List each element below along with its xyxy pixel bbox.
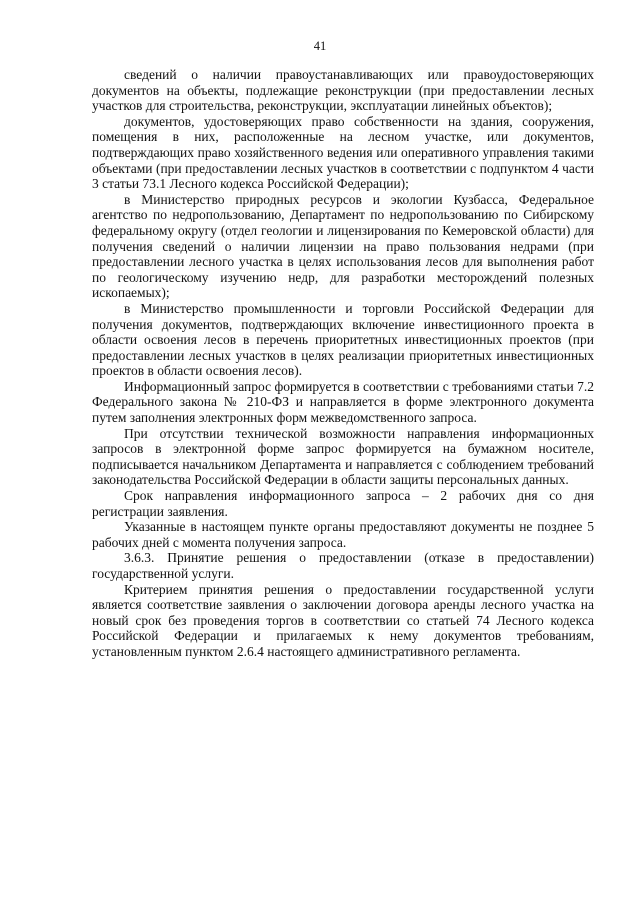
paragraph-4: в Министерство промышленности и торговли Российской Федерации для получения документов, подтверждающих включение инвестиционного проекта в области освоения лесов в перечень приоритетных инвестиционных проектов (при предоставлении лесных участков в целях реализации приоритетных инвестиционных проектов в области освоения лесов). [92, 300, 594, 379]
paragraph-10: Критерием принятия решения о предоставлении государственной услуги является соответствие заявления о заключении договора аренды лесного участка на новый срок без проведения торгов в соответствии со статьей 74 Лесного кодекса Российской Федерации и прилагаемых к нему документов требованиям, установленным пунктом 2.6.4 настоящего административного регламента. [92, 581, 594, 659]
paragraph-6: При отсутствии технической возможности направления информационных запросов в электронной форме запрос формируется на бумажном носителе, подписывается начальником Департамента и направляется с соблюдением требований законодательства Российской Федерации в области защиты персональных данных. [92, 425, 594, 488]
text-body [92, 67, 594, 660]
paragraph-1: сведений о наличии правоустанавливающих или правоудостоверяющих документов на объекты, подлежащие реконструкции (при предоставлении лесных участков для строительства, реконструкции, эксплуатации линейных объектов); [92, 67, 594, 114]
paragraph-7: Срок направления информационного запроса – 2 рабочих дня со дня регистрации заявления. [92, 488, 594, 519]
page-number: 41 [313, 39, 327, 53]
paragraph-5: Информационный запрос формируется в соответствии с требованиями статьи 7.2 Федерального закона № 210-ФЗ и направляется в форме электронного документа путем заполнения электронных форм межведомственного запроса. [92, 378, 594, 426]
paragraph-9: 3.6.3. Принятие решения о предоставлении (отказе в предоставлении) государственной услуги. [92, 550, 594, 581]
paragraph-2: документов, удостоверяющих право собственности на здания, сооружения, помещения в них, расположенные на лесном участке, или документов, подтверждающих право хозяйственного ведения или оперативного управления такими объектами (при предоставлении лесных участков в соответствии с подпунктом 4 части 3 статьи 73.1 Лесного кодекса Российской Федерации); [92, 113, 594, 192]
paragraph-3: в Министерство природных ресурсов и экологии Кузбасса, Федеральное агентство по недропользованию, Департамент по недропользованию по Сибирскому федеральному округу (отдел геологии и лицензирования по Кемеровской области) для получения сведений о наличии лицензии на право пользования недрами (при предоставлении лесного участка в целях использования лесов для выполнения работ по геологическому изучению недр, для разработки месторождений полезных ископаемых); [92, 191, 594, 301]
paragraph-8: Указанные в настоящем пункте органы предоставляют документы не позднее 5 рабочих дней с момента получения запроса. [92, 519, 594, 550]
